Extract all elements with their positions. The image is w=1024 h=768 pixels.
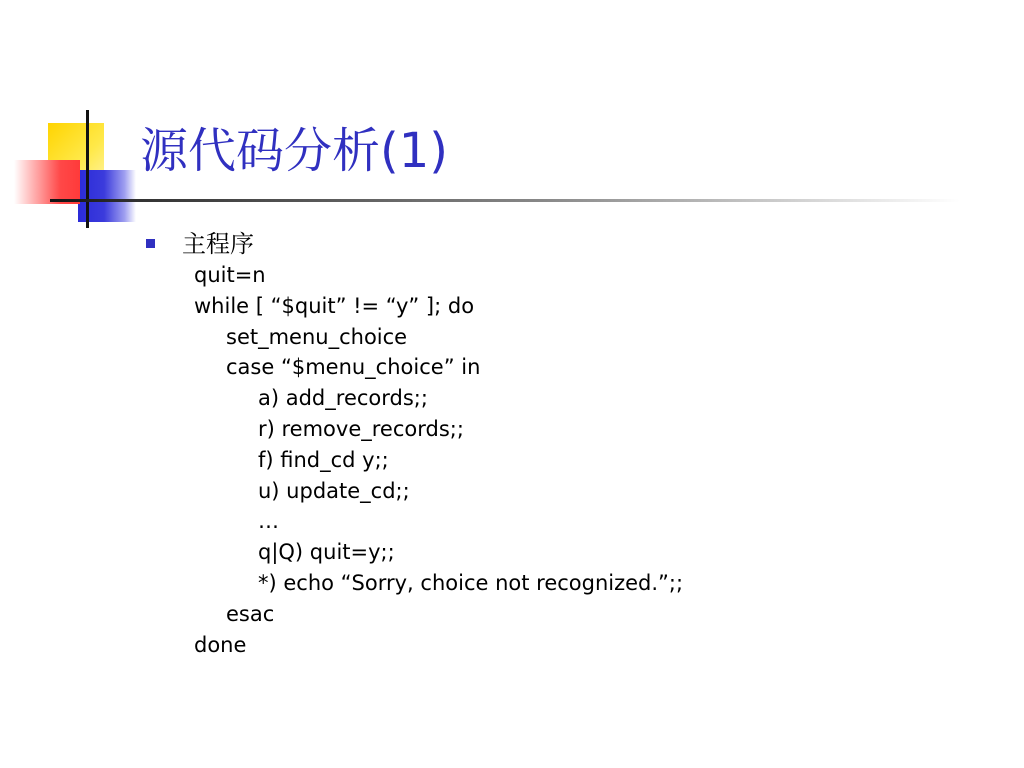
- code-line: *) echo “Sorry, choice not recognized.”;;: [258, 570, 684, 595]
- code-line: …: [258, 509, 279, 534]
- code-line: q|Q) quit=y;;: [258, 540, 395, 565]
- code-line: f) find_cd y;;: [258, 447, 389, 472]
- code-line: done: [194, 632, 247, 657]
- code-line: set_menu_choice: [226, 324, 408, 349]
- code-line: while [ “$quit” != “y” ]; do: [194, 293, 475, 318]
- code-line: a) add_records;;: [258, 386, 428, 411]
- decor-red-square: [14, 160, 80, 204]
- title-underline: [50, 199, 960, 202]
- code-line: esac: [226, 601, 275, 626]
- code-line: r) remove_records;;: [258, 416, 464, 441]
- code-line: quit=n: [194, 263, 266, 287]
- square-bullet-icon: [146, 239, 155, 248]
- code-line: u) update_cd;;: [258, 478, 410, 503]
- decor-vertical-line: [86, 110, 89, 228]
- bullet-label: 主程序: [182, 230, 254, 258]
- code-line: case “$menu_choice” in: [226, 355, 481, 380]
- slide-title: 源代码分析(1): [140, 123, 448, 179]
- code-block: [194, 260, 683, 660]
